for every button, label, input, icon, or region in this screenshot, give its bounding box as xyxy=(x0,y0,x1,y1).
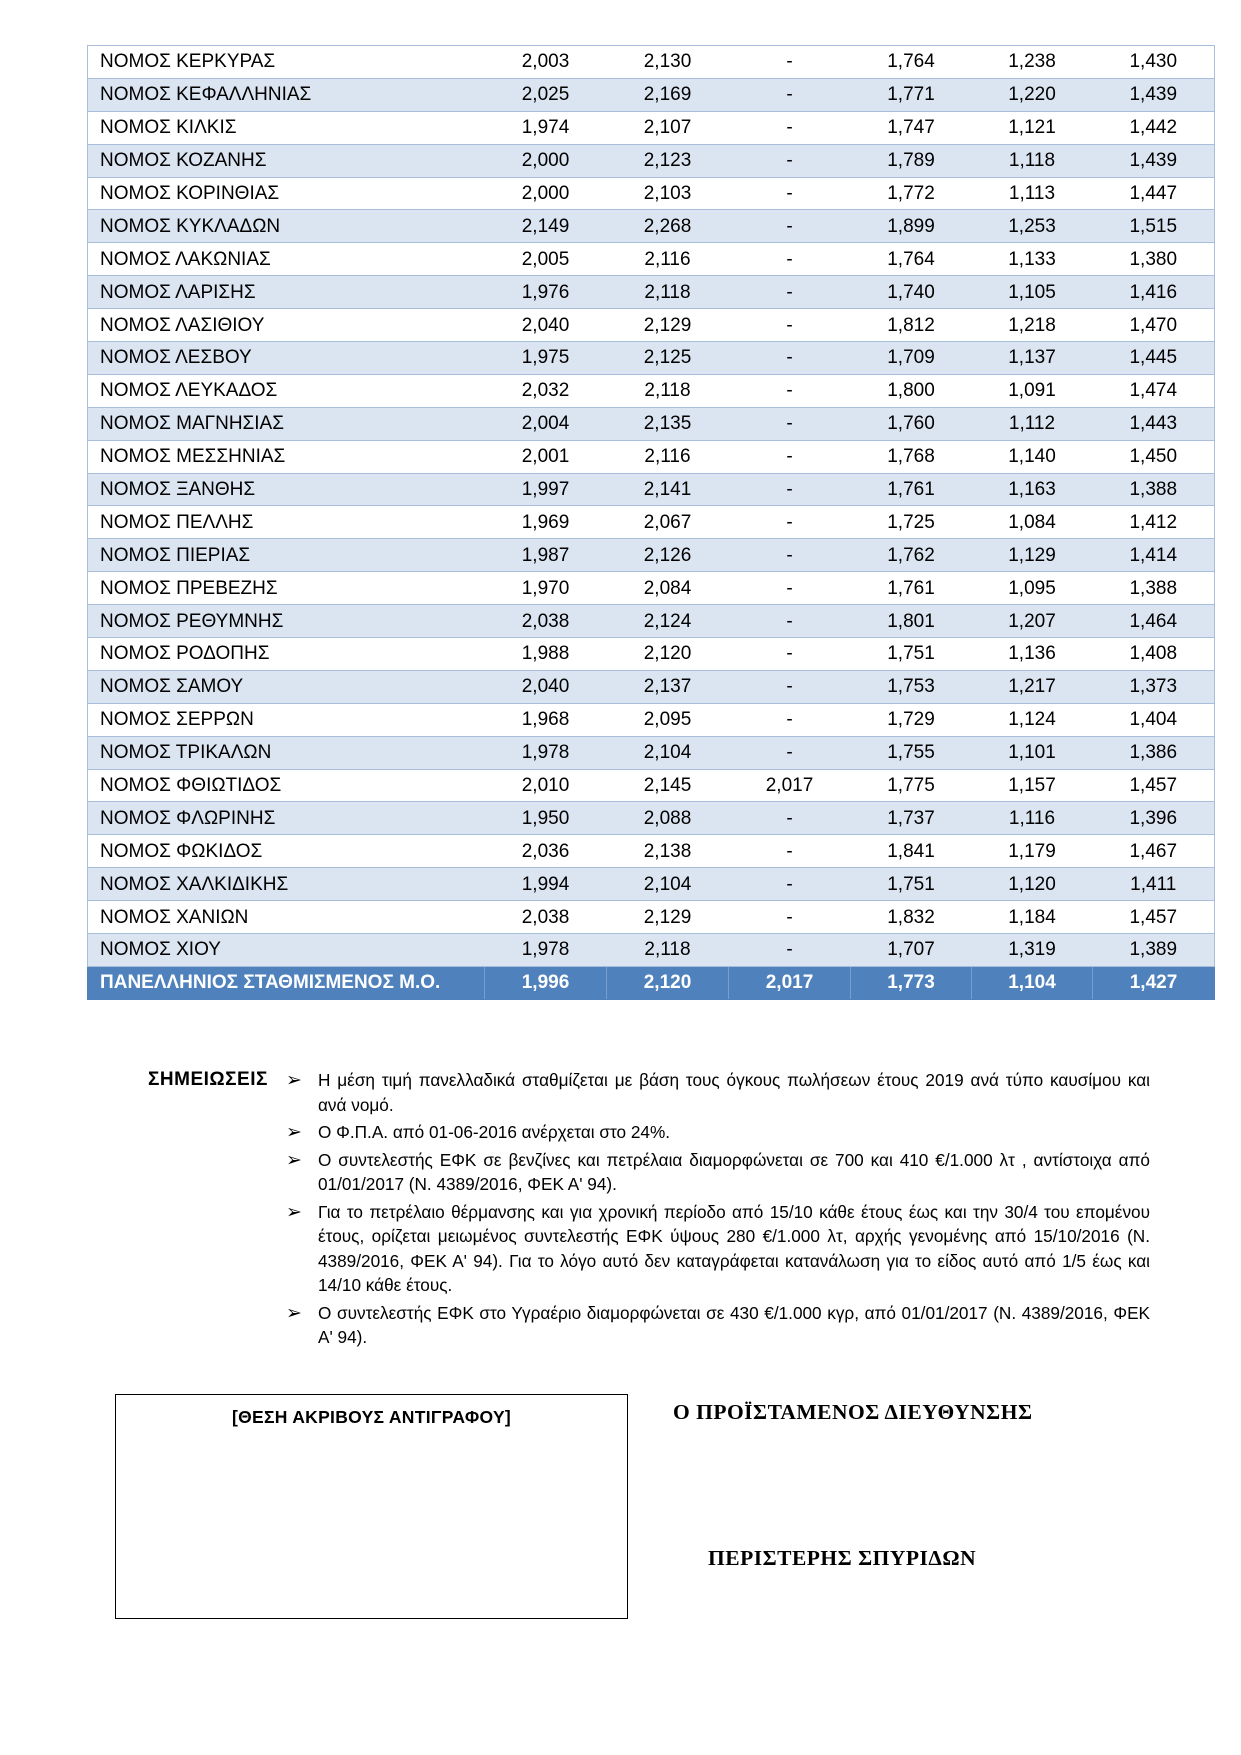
price-cell: 1,467 xyxy=(1093,835,1215,868)
price-cell: 1,439 xyxy=(1093,144,1215,177)
price-cell: - xyxy=(729,703,851,736)
table-row xyxy=(88,78,1215,111)
price-cell: 1,450 xyxy=(1093,440,1215,473)
price-cell: 2,040 xyxy=(485,670,607,703)
price-cell: 1,416 xyxy=(1093,276,1215,309)
price-cell: 1,388 xyxy=(1093,572,1215,605)
price-cell: 1,755 xyxy=(851,736,972,769)
price-cell: 1,389 xyxy=(1093,934,1215,967)
table-row xyxy=(88,572,1215,605)
table-row xyxy=(88,473,1215,506)
price-cell: - xyxy=(729,605,851,638)
table-row xyxy=(88,46,1215,79)
table-row xyxy=(88,309,1215,342)
price-cell: 1,133 xyxy=(972,243,1093,276)
price-cell: - xyxy=(729,539,851,572)
table-body xyxy=(88,46,1215,1000)
table-row xyxy=(88,407,1215,440)
price-cell: 1,443 xyxy=(1093,407,1215,440)
price-cell: 1,976 xyxy=(485,276,607,309)
price-cell: 1,764 xyxy=(851,46,972,79)
prefecture-name: ΝΟΜΟΣ ΡΟΔΟΠΗΣ xyxy=(88,638,485,671)
price-cell: - xyxy=(729,901,851,934)
price-cell: 1,764 xyxy=(851,243,972,276)
price-cell: 1,121 xyxy=(972,111,1093,144)
arrowhead-bullet-icon: ➢ xyxy=(286,1121,302,1143)
price-cell: 1,789 xyxy=(851,144,972,177)
table-row xyxy=(88,605,1215,638)
price-cell: 2,137 xyxy=(607,670,729,703)
price-cell: 2,129 xyxy=(607,309,729,342)
price-cell: - xyxy=(729,473,851,506)
price-cell: 1,474 xyxy=(1093,374,1215,407)
fuel-price-table xyxy=(87,45,1215,1000)
price-cell: 1,319 xyxy=(972,934,1093,967)
price-cell: 2,000 xyxy=(485,144,607,177)
price-cell: 1,157 xyxy=(972,769,1093,802)
note-text: Ο συντελεστής ΕΦΚ στο Υγραέριο διαμορφώνεται σε 430 €/1.000 κγρ, από 01/01/2017 (Ν. 4389/2016, ΦΕΚ Α' 94). xyxy=(318,1302,1150,1347)
price-cell: 1,411 xyxy=(1093,868,1215,901)
table-row xyxy=(88,440,1215,473)
price-cell: 1,994 xyxy=(485,868,607,901)
price-cell: - xyxy=(729,407,851,440)
prefecture-name: ΝΟΜΟΣ ΦΩΚΙΔΟΣ xyxy=(88,835,485,868)
prefecture-name: ΝΟΜΟΣ ΚΥΚΛΑΔΩΝ xyxy=(88,210,485,243)
prefecture-name: ΝΟΜΟΣ ΚΕΦΑΛΛΗΝΙΑΣ xyxy=(88,78,485,111)
price-cell: 1,220 xyxy=(972,78,1093,111)
table-row xyxy=(88,769,1215,802)
price-cell: - xyxy=(729,111,851,144)
price-cell: 2,038 xyxy=(485,901,607,934)
table-row xyxy=(88,901,1215,934)
price-cell: 1,751 xyxy=(851,868,972,901)
prefecture-name: ΝΟΜΟΣ ΚΕΡΚΥΡΑΣ xyxy=(88,46,485,79)
price-cell: 1,118 xyxy=(972,144,1093,177)
price-cell: 1,207 xyxy=(972,605,1093,638)
price-cell: - xyxy=(729,506,851,539)
notes-heading: ΣΗΜΕΙΩΣΕΙΣ xyxy=(148,1069,268,1090)
prefecture-name: ΝΟΜΟΣ ΜΑΓΝΗΣΙΑΣ xyxy=(88,407,485,440)
price-cell: 2,107 xyxy=(607,111,729,144)
price-cell: 1,975 xyxy=(485,342,607,375)
price-cell: 1,447 xyxy=(1093,177,1215,210)
price-cell: 1,414 xyxy=(1093,539,1215,572)
price-cell: 1,997 xyxy=(485,473,607,506)
price-cell: 1,238 xyxy=(972,46,1093,79)
price-cell: 2,010 xyxy=(485,769,607,802)
price-cell: 1,978 xyxy=(485,934,607,967)
table-row xyxy=(88,342,1215,375)
price-cell: 1,091 xyxy=(972,374,1093,407)
table-row xyxy=(88,276,1215,309)
price-cell: 1,112 xyxy=(972,407,1093,440)
prefecture-name: ΝΟΜΟΣ ΠΕΛΛΗΣ xyxy=(88,506,485,539)
price-cell: 2,169 xyxy=(607,78,729,111)
arrowhead-bullet-icon: ➢ xyxy=(286,1200,302,1223)
price-cell: 1,740 xyxy=(851,276,972,309)
price-cell: 1,747 xyxy=(851,111,972,144)
price-cell: 2,125 xyxy=(607,342,729,375)
price-cell: 1,404 xyxy=(1093,703,1215,736)
price-cell: 2,104 xyxy=(607,736,729,769)
price-cell: 1,761 xyxy=(851,473,972,506)
price-cell: 1,801 xyxy=(851,605,972,638)
table-row xyxy=(88,177,1215,210)
price-cell: 1,084 xyxy=(972,506,1093,539)
price-cell: 1,116 xyxy=(972,802,1093,835)
table-row xyxy=(88,638,1215,671)
price-cell: 2,118 xyxy=(607,374,729,407)
prefecture-name: ΝΟΜΟΣ ΠΙΕΡΙΑΣ xyxy=(88,539,485,572)
table-row xyxy=(88,802,1215,835)
price-cell: 1,408 xyxy=(1093,638,1215,671)
price-cell: 1,707 xyxy=(851,934,972,967)
price-cell: 1,753 xyxy=(851,670,972,703)
price-cell: 2,141 xyxy=(607,473,729,506)
price-cell: 2,116 xyxy=(607,243,729,276)
price-cell: 2,135 xyxy=(607,407,729,440)
price-cell: 2,038 xyxy=(485,605,607,638)
price-cell: 2,084 xyxy=(607,572,729,605)
price-cell: 2,036 xyxy=(485,835,607,868)
prefecture-name: ΝΟΜΟΣ ΧΙΟΥ xyxy=(88,934,485,967)
price-cell: 2,145 xyxy=(607,769,729,802)
note-item xyxy=(286,1301,1150,1350)
signature-name: ΠΕΡΙΣΤΕΡΗΣ ΣΠΥΡΙΔΩΝ xyxy=(708,1546,977,1570)
prefecture-name: ΝΟΜΟΣ ΛΑΚΩΝΙΑΣ xyxy=(88,243,485,276)
price-cell: 2,000 xyxy=(485,177,607,210)
price-cell: 1,775 xyxy=(851,769,972,802)
price-cell: 1,430 xyxy=(1093,46,1215,79)
price-cell: 2,004 xyxy=(485,407,607,440)
table-row xyxy=(88,835,1215,868)
table-row xyxy=(88,506,1215,539)
national-average-row xyxy=(88,966,1215,999)
price-cell: - xyxy=(729,670,851,703)
price-cell: 1,760 xyxy=(851,407,972,440)
prefecture-name: ΝΟΜΟΣ ΜΕΣΣΗΝΙΑΣ xyxy=(88,440,485,473)
note-item xyxy=(286,1148,1150,1197)
note-item xyxy=(286,1200,1150,1298)
price-cell: - xyxy=(729,177,851,210)
price-cell: 1,412 xyxy=(1093,506,1215,539)
table-row xyxy=(88,868,1215,901)
notes-list xyxy=(286,1068,1150,1353)
price-cell: 2,149 xyxy=(485,210,607,243)
price-cell: 1,184 xyxy=(972,901,1093,934)
arrowhead-bullet-icon: ➢ xyxy=(286,1301,302,1324)
price-cell: - xyxy=(729,46,851,79)
table-row xyxy=(88,703,1215,736)
price-cell: 1,987 xyxy=(485,539,607,572)
price-cell: 1,095 xyxy=(972,572,1093,605)
table-row xyxy=(88,736,1215,769)
price-cell: 2,017 xyxy=(729,769,851,802)
national-average-cell: 1,996 xyxy=(485,966,607,999)
price-cell: - xyxy=(729,210,851,243)
table-row xyxy=(88,144,1215,177)
price-cell: 1,140 xyxy=(972,440,1093,473)
price-cell: 1,253 xyxy=(972,210,1093,243)
price-cell: - xyxy=(729,276,851,309)
price-cell: - xyxy=(729,342,851,375)
national-average-cell: 2,017 xyxy=(729,966,851,999)
price-cell: 1,762 xyxy=(851,539,972,572)
price-cell: 1,136 xyxy=(972,638,1093,671)
price-cell: 1,113 xyxy=(972,177,1093,210)
price-cell: 1,729 xyxy=(851,703,972,736)
note-item xyxy=(286,1068,1150,1117)
prefecture-name: ΝΟΜΟΣ ΧΑΛΚΙΔΙΚΗΣ xyxy=(88,868,485,901)
price-cell: 2,116 xyxy=(607,440,729,473)
national-average-cell: 2,120 xyxy=(607,966,729,999)
price-cell: 1,899 xyxy=(851,210,972,243)
national-average-label: ΠΑΝΕΛΛΗΝΙΟΣ ΣΤΑΘΜΙΣΜΕΝΟΣ Μ.Ο. xyxy=(88,966,485,999)
price-cell: 1,768 xyxy=(851,440,972,473)
price-cell: 2,040 xyxy=(485,309,607,342)
prefecture-name: ΝΟΜΟΣ ΠΡΕΒΕΖΗΣ xyxy=(88,572,485,605)
price-cell: 1,832 xyxy=(851,901,972,934)
price-cell: 1,217 xyxy=(972,670,1093,703)
price-cell: 2,005 xyxy=(485,243,607,276)
price-cell: 1,970 xyxy=(485,572,607,605)
table-row xyxy=(88,243,1215,276)
prefecture-name: ΝΟΜΟΣ ΚΟΡΙΝΘΙΑΣ xyxy=(88,177,485,210)
certified-copy-box xyxy=(115,1394,628,1619)
table-row xyxy=(88,111,1215,144)
price-cell: - xyxy=(729,440,851,473)
price-cell: 2,103 xyxy=(607,177,729,210)
national-average-cell: 1,104 xyxy=(972,966,1093,999)
prefecture-name: ΝΟΜΟΣ ΤΡΙΚΑΛΩΝ xyxy=(88,736,485,769)
prefecture-name: ΝΟΜΟΣ ΚΟΖΑΝΗΣ xyxy=(88,144,485,177)
note-text: Ο Φ.Π.Α. από 01-06-2016 ανέρχεται στο 24%. xyxy=(318,1122,671,1142)
price-cell: - xyxy=(729,374,851,407)
price-cell: 1,812 xyxy=(851,309,972,342)
price-cell: 1,725 xyxy=(851,506,972,539)
table-row xyxy=(88,539,1215,572)
price-cell: 1,968 xyxy=(485,703,607,736)
price-cell: - xyxy=(729,638,851,671)
price-cell: 1,396 xyxy=(1093,802,1215,835)
table-row xyxy=(88,670,1215,703)
note-item xyxy=(286,1120,1150,1145)
price-cell: 2,126 xyxy=(607,539,729,572)
price-cell: 1,442 xyxy=(1093,111,1215,144)
arrowhead-bullet-icon: ➢ xyxy=(286,1148,302,1171)
price-cell: 1,137 xyxy=(972,342,1093,375)
price-cell: 1,373 xyxy=(1093,670,1215,703)
price-cell: 1,772 xyxy=(851,177,972,210)
table-row xyxy=(88,934,1215,967)
price-cell: 1,974 xyxy=(485,111,607,144)
price-cell: 2,003 xyxy=(485,46,607,79)
price-cell: 2,001 xyxy=(485,440,607,473)
prefecture-name: ΝΟΜΟΣ ΣΑΜΟΥ xyxy=(88,670,485,703)
price-cell: 1,445 xyxy=(1093,342,1215,375)
price-cell: 2,067 xyxy=(607,506,729,539)
arrowhead-bullet-icon: ➢ xyxy=(286,1069,302,1091)
price-cell: 2,032 xyxy=(485,374,607,407)
price-cell: 1,457 xyxy=(1093,769,1215,802)
price-cell: 1,737 xyxy=(851,802,972,835)
price-cell: 2,104 xyxy=(607,868,729,901)
note-text: Η μέση τιμή πανελλαδικά σταθμίζεται με βάση τους όγκους πωλήσεων έτους 2019 ανά τύπο καυσίμου και ανά νομό. xyxy=(318,1070,1150,1115)
price-cell: - xyxy=(729,835,851,868)
price-cell: 1,457 xyxy=(1093,901,1215,934)
price-cell: 1,101 xyxy=(972,736,1093,769)
signature-title: Ο ΠΡΟΪΣΤΑΜΕΝΟΣ ΔΙΕΥΘΥΝΣΗΣ xyxy=(673,1400,1033,1424)
price-cell: 2,138 xyxy=(607,835,729,868)
price-cell: 2,088 xyxy=(607,802,729,835)
table-row xyxy=(88,374,1215,407)
price-cell: 2,268 xyxy=(607,210,729,243)
prefecture-name: ΝΟΜΟΣ ΧΑΝΙΩΝ xyxy=(88,901,485,934)
price-cell: 2,120 xyxy=(607,638,729,671)
price-cell: 1,120 xyxy=(972,868,1093,901)
price-cell: 1,761 xyxy=(851,572,972,605)
price-cell: 1,771 xyxy=(851,78,972,111)
price-cell: 1,439 xyxy=(1093,78,1215,111)
price-cell: 1,179 xyxy=(972,835,1093,868)
price-cell: - xyxy=(729,572,851,605)
price-cell: 1,978 xyxy=(485,736,607,769)
price-cell: - xyxy=(729,802,851,835)
prefecture-name: ΝΟΜΟΣ ΛΑΡΙΣΗΣ xyxy=(88,276,485,309)
price-cell: 2,129 xyxy=(607,901,729,934)
price-cell: 2,123 xyxy=(607,144,729,177)
national-average-cell: 1,427 xyxy=(1093,966,1215,999)
price-cell: 1,470 xyxy=(1093,309,1215,342)
price-cell: 1,218 xyxy=(972,309,1093,342)
price-cell: 2,118 xyxy=(607,934,729,967)
prefecture-name: ΝΟΜΟΣ ΞΑΝΘΗΣ xyxy=(88,473,485,506)
price-cell: - xyxy=(729,144,851,177)
prefecture-name: ΝΟΜΟΣ ΚΙΛΚΙΣ xyxy=(88,111,485,144)
prefecture-name: ΝΟΜΟΣ ΛΕΥΚΑΔΟΣ xyxy=(88,374,485,407)
price-cell: - xyxy=(729,934,851,967)
price-cell: 1,163 xyxy=(972,473,1093,506)
price-cell: 1,129 xyxy=(972,539,1093,572)
price-cell: 2,118 xyxy=(607,276,729,309)
certified-copy-label: [ΘΕΣΗ ΑΚΡΙΒΟΥΣ ΑΝΤΙΓΡΑΦΟΥ] xyxy=(231,1407,512,1427)
price-cell: - xyxy=(729,736,851,769)
price-cell: - xyxy=(729,309,851,342)
price-cell: 1,124 xyxy=(972,703,1093,736)
price-cell: 1,969 xyxy=(485,506,607,539)
price-cell: 2,130 xyxy=(607,46,729,79)
prefecture-name: ΝΟΜΟΣ ΡΕΘΥΜΝΗΣ xyxy=(88,605,485,638)
table-row xyxy=(88,210,1215,243)
price-cell: 1,751 xyxy=(851,638,972,671)
price-cell: 1,464 xyxy=(1093,605,1215,638)
price-cell: 1,950 xyxy=(485,802,607,835)
price-cell: 1,709 xyxy=(851,342,972,375)
price-cell: 1,515 xyxy=(1093,210,1215,243)
price-cell: - xyxy=(729,868,851,901)
note-text: Ο συντελεστής ΕΦΚ σε βενζίνες και πετρέλαια διαμορφώνεται σε 700 και 410 €/1.000 λτ , αντίστοιχα από 01/01/2017 (Ν. 4389/2016, ΦΕΚ Α' 94). xyxy=(318,1149,1150,1194)
price-cell: 2,095 xyxy=(607,703,729,736)
price-cell: - xyxy=(729,243,851,276)
price-cell: 2,124 xyxy=(607,605,729,638)
price-cell: 1,380 xyxy=(1093,243,1215,276)
price-cell: 2,025 xyxy=(485,78,607,111)
national-average-cell: 1,773 xyxy=(851,966,972,999)
prefecture-name: ΝΟΜΟΣ ΛΕΣΒΟΥ xyxy=(88,342,485,375)
price-cell: 1,988 xyxy=(485,638,607,671)
price-cell: 1,800 xyxy=(851,374,972,407)
prefecture-name: ΝΟΜΟΣ ΛΑΣΙΘΙΟΥ xyxy=(88,309,485,342)
price-cell: - xyxy=(729,78,851,111)
note-text: Για το πετρέλαιο θέρμανσης και για χρονική περίοδο από 15/10 κάθε έτους έως και την 30/4 του επομένου έτους, ορίζεται μειωμένος συντελεστής ΕΦΚ ύψους 280 €/1.000 λτ, αρχής γενομένης από 15/10/2016 (Ν. 4389/2016, ΦΕΚ Α' 94). Για το λόγο αυτό δεν καταγράφεται κατανάλωση για το είδος αυτό από 1/5 έως και 14/10 κάθε έτους. xyxy=(318,1201,1150,1295)
prefecture-name: ΝΟΜΟΣ ΣΕΡΡΩΝ xyxy=(88,703,485,736)
prefecture-name: ΝΟΜΟΣ ΦΘΙΩΤΙΔΟΣ xyxy=(88,769,485,802)
price-cell: 1,386 xyxy=(1093,736,1215,769)
price-cell: 1,105 xyxy=(972,276,1093,309)
prefecture-name: ΝΟΜΟΣ ΦΛΩΡΙΝΗΣ xyxy=(88,802,485,835)
price-cell: 1,841 xyxy=(851,835,972,868)
price-cell: 1,388 xyxy=(1093,473,1215,506)
